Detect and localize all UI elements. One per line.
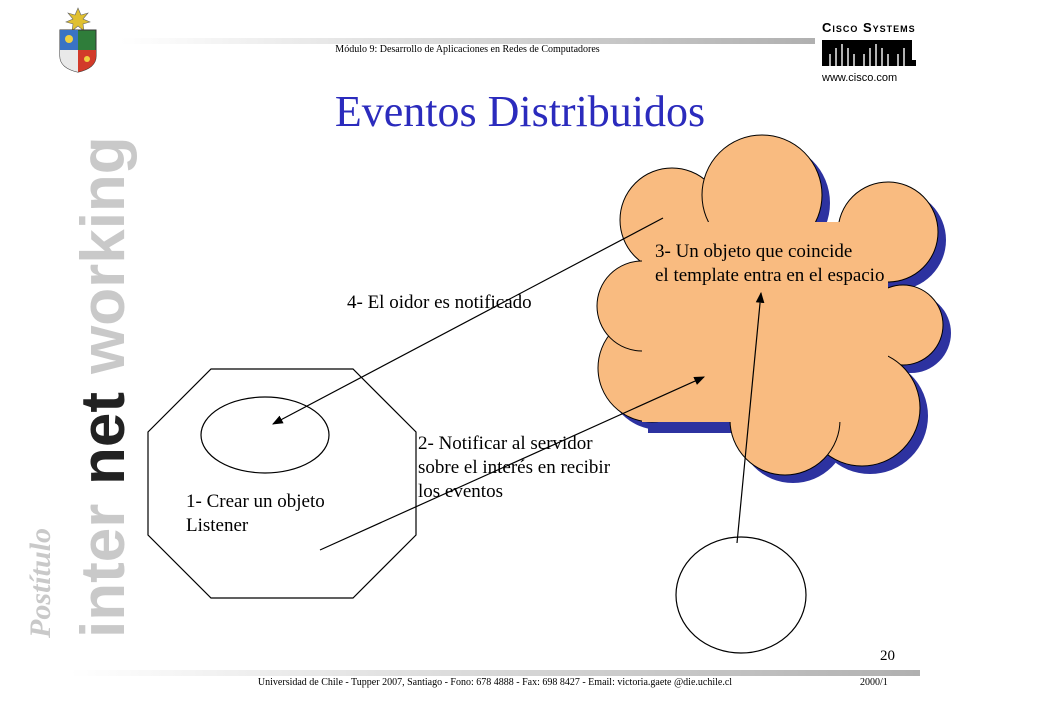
listener-ellipse xyxy=(201,397,329,473)
module-caption: Módulo 9: Desarrollo de Aplicaciones en Redes de Computadores xyxy=(335,44,600,55)
step1-line2: Listener xyxy=(186,515,249,536)
footer-rule xyxy=(70,670,920,676)
step1-line1: 1- Crear un objeto xyxy=(186,491,325,512)
step3-line1: 3- Un objeto que coincide xyxy=(655,241,853,262)
footer-year: 2000/1 xyxy=(860,677,888,688)
step2-line2: sobre el interés en recibir xyxy=(418,457,611,478)
step2-label xyxy=(418,432,610,504)
sidebar-working: working xyxy=(69,136,138,374)
step2-line3: los eventos xyxy=(418,481,503,502)
cisco-url: www.cisco.com xyxy=(822,72,898,84)
sidebar-net: net xyxy=(69,392,138,485)
page-number: 20 xyxy=(880,648,895,664)
step2-line1: 2- Notificar al servidor xyxy=(418,433,593,454)
sidebar-postitulo: Postítulo xyxy=(24,527,57,638)
slide-title: Eventos Distribuidos xyxy=(334,87,706,136)
step3-label xyxy=(655,240,884,288)
footer-contact: Universidad de Chile - Tupper 2007, Santiago - Fono: 678 4888 - Fax: 698 8427 - Email: victoria.gaete @die.uchile.cl xyxy=(257,677,733,688)
step4-label: 4- El oidor es notificado xyxy=(347,292,532,313)
sidebar-inter: inter xyxy=(69,503,138,638)
step3-line2: el template entra en el espacio xyxy=(655,265,885,286)
incoming-object-ellipse xyxy=(676,537,806,653)
step1-label xyxy=(186,490,325,538)
cisco-logo-text: Cisco Systems xyxy=(822,20,916,35)
